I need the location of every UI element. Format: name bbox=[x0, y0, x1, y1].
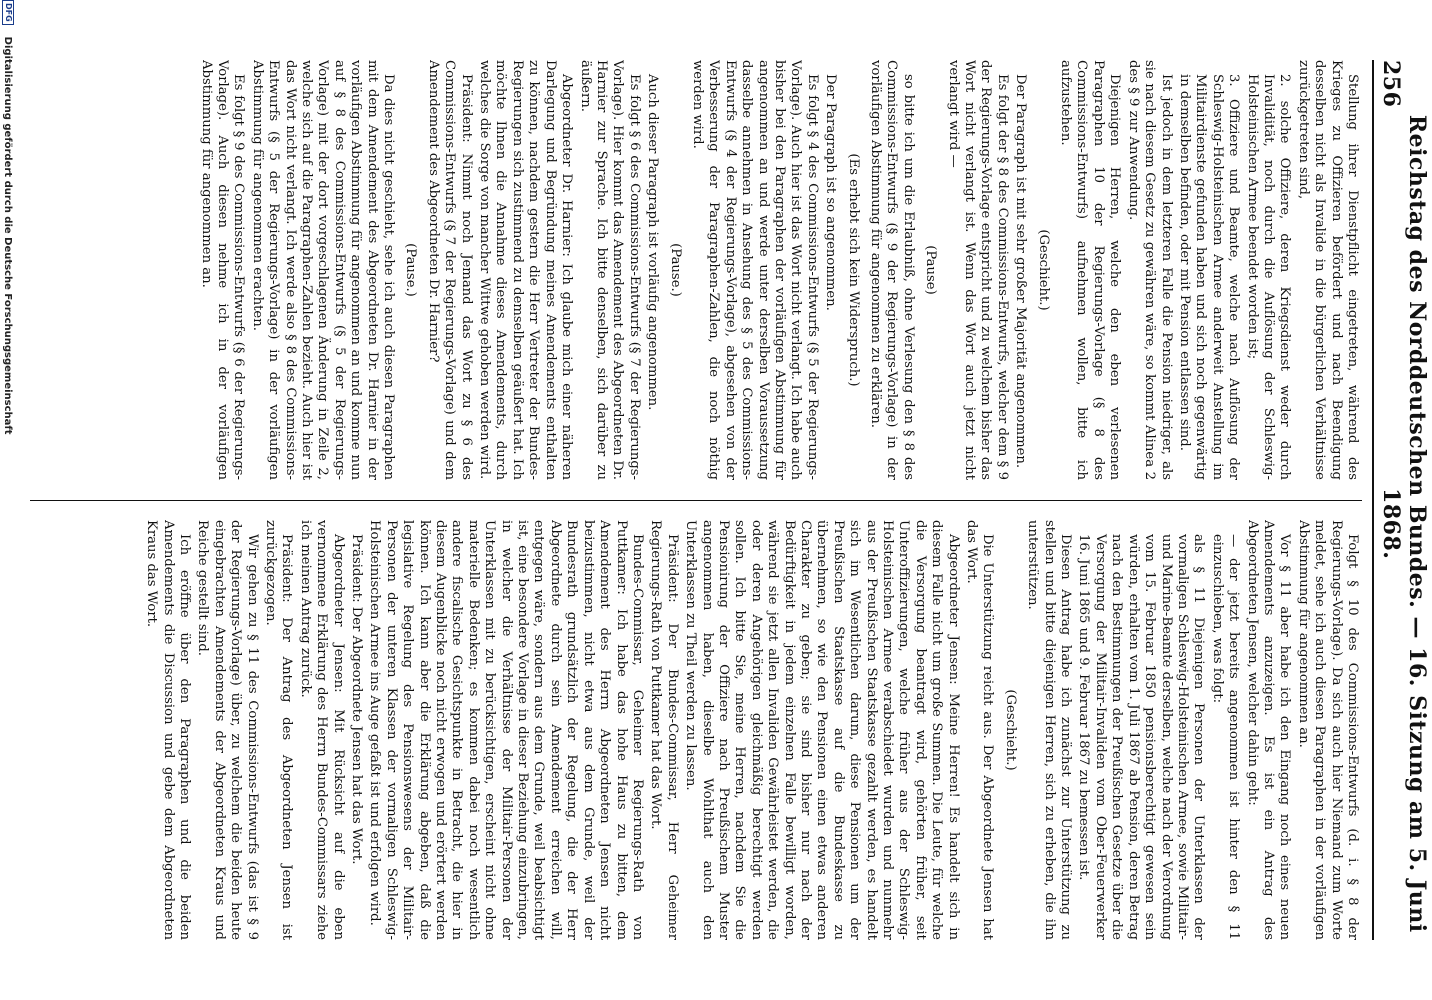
paragraph: als § 11 Diejenigen Personen der Unterklassen der vormaligen Schleswig-Holsteinischen Armee, sowie Militair- und Marine-Beamte derselben, welche nach der Verordnung vom 15. Februar 1850 pensionsberechtigt gewesen sein würden, erhalten vom 1. Juli 1867 ab Pension, deren Betrag nach den Bestimmungen der Preußischen Gesetze über die Versorgung der Militair-Invaliden vom Ober-Feuerwerker 16. Juni 1865 und 9. Februar 1867 zu bemessen ist. bbox=[1076, 534, 1207, 940]
paragraph: Vor § 11 aber habe ich den Eingang noch eines neuen Amendements anzuzeigen. Es ist ein Antrag des Abgeordneten Jensen, welcher dahin geht: bbox=[1244, 520, 1293, 940]
paragraph: Abgeordneter Jensen: Mit Rücksicht auf die eben vernommene Erklärung des Herrn Bundes-Commissars ziehe ich meinen Antrag zurück. bbox=[297, 520, 346, 940]
dfg-logo: DFG bbox=[2, 0, 14, 25]
paragraph: Auch dieser Paragraph ist vorläufig angenommen. bbox=[645, 74, 661, 411]
paragraph: Stellung ihrer Dienstpflicht eingetreten, während des Krieges zu Offizieren befördert und nach Beendigung desselben nicht als Invalide in die bürgerlichen Verhältnisse zurückgetreten sind, bbox=[1295, 60, 1360, 480]
paragraph: Abgeordneter Jensen: Meine Herren! Es handelt sich in diesem Falle nicht um große Summen. Die Leute, für welche die Versorgung beantragt wird, gehörten früher, seit Unteroffizierungen, welche früher aus der Schleswig-Holsteinischen Armee verabschiedet wurden und nunmehr aus der Preußischen Staatskasse gezahlt werden, es handelt sich im Wesentlichen darum, diese Pensionen um der Preußischen Staatskasse auf die Bundeskasse zu übernehmen, so wie den Pensionen einen etwas anderen Charakter zu geben; sie sind bisher nur nach der Bedürftigkeit in jedem einzelnen Falle bewilligt worden, während sie jetzt allen Invaliden Gewährleistet werden, die oder deren Angehörigen gleichmäßig berechtigt werden sollen. Ich bitte Sie, meine Herren, nachdem Sie die Pensionirung der Offiziere nach Preußischem Muster angenommen haben, dieselbe Wohlthat auch den Unterklassen zu Theil werden zu lassen. bbox=[683, 520, 961, 940]
left-column bbox=[18, 60, 1360, 480]
paragraph: Der Paragraph ist mit sehr großer Majorität angenommen. bbox=[1013, 74, 1029, 469]
paragraph: Es folgt der § 8 des Commissions-Entwurfs, welcher dem § 9 der Regierungs-Vorlage entspricht und zu welchem bisher das Wort nicht verlangt ist. Wenn das Wort auch jetzt nicht verlangt wird — bbox=[945, 60, 1010, 480]
stage-direction: (Pause.) bbox=[667, 243, 683, 297]
paragraph: Präsident: Nimmt noch Jemand das Wort zu § 6 des Commissions-Entwurfs (§ 7 der Regierungs-Vorlage) und dem Amendement des Abgeordneten Dr. Harnier? bbox=[425, 60, 474, 480]
paragraph: Ist jedoch in dem letzteren Falle die Pension niedriger, als sie nach diesem Gesetz zu gewähren wäre, so kommt Alinea 2 des § 9 zur Anwendung. bbox=[1125, 60, 1174, 480]
paragraph: Bundes-Commissar, Geheimer Regierungs-Rath von Puttkamer: Ich habe das hohe Haus zu bitten, dem Amendement des Herrn Abgeordneten Jensen nicht beizustimmen, nicht etwa aus dem Grunde, weil der Bundesrath grundsätzlich der Regelung, die der Herr Abgeordnete durch sein Amendement erreichen will, entgegen wäre, sondern aus dem Grunde, weil beabsichtigt ist, eine besondere Vorlage in dieser Beziehung einzubringen, in welcher die Verhältnisse der Militair-Personen der Unterklassen mit zu berücksichtigen, erscheint nicht ohne materielle Bedenken; es kommen dabei noch wesentlich andere fiscalische Gesichtspunkte in Betracht, die hier in diesem Augenblicke noch nicht erwogen und erörtert werden können. Ich kann aber die Erklärung abgeben, daß die legislative Regelung des Pensionswesens der Militair-Personen der unteren Klassen der vormaligen Schleswig-Holsteinischen Armee ins Auge gefaßt ist und erfolgen wird. bbox=[367, 520, 645, 940]
paragraph: Da dies nicht geschieht, sehe ich auch diesen Paragraphen mit dem Amendement des Abgeordneten Dr. Harnier in der vorläufigen Abstimmung für angenommen an und komme nun auf § 8 des Commissions-Entwurfs (§ 5 der Regierungs-Vorlage) mit der dort vorgeschlagenen Änderung in Zeile 2, welche sich auf die Paragraphen-Zahlen bezieht. Auch hier ist das Wort nicht verlangt. Ich werde also § 8 des Commissions-Entwurfs (§ 5 der Regierungs-Vorlage) in der vorläufigen Abstimmung für angenommen erachten. bbox=[249, 60, 397, 480]
paragraph: 2. solche Offiziere, deren Kriegsdienst weder durch Invalidität, noch durch die Auflösung der Schleswig-Holsteinischen Armee beendet worden ist; bbox=[1244, 74, 1293, 480]
paragraph: Präsident: Der Antrag des Abgeordneten Jensen ist zurückgezogen. bbox=[263, 520, 295, 940]
page-number: 256 bbox=[1378, 60, 1404, 108]
footer bbox=[0, 0, 16, 1000]
paragraph: Präsident: Der Abgeordnete Jensen hat das Wort. bbox=[349, 534, 365, 865]
paragraph: so bitte ich um die Erlaubniß, ohne Verlesung den § 8 des Commissions-Entwurfs (§ 9 der Regierungs-Vorlage) in der vorläufigen Abstimmung für angenommen zu erklären. bbox=[868, 60, 916, 480]
stage-direction: (Es erhebt sich kein Widerspruch.) bbox=[845, 153, 861, 387]
paragraph: Wir gehen zu § 11 des Commissions-Entwurfs (das ist § 9 der Regierungs-Vorlage) über, zu welchem die beiden heute eingebrachten Amendements der Abgeordneten Kraus und Reiche gestellt sind. bbox=[195, 520, 260, 940]
paragraph: Präsident: Der Bundes-Commissar, Herr Geheimer Regierungs-Rath von Puttkamer hat das Wort. bbox=[648, 520, 680, 940]
paragraph: Es folgt § 6 des Commissions-Entwurfs (§ 7 der Regierungs-Vorlage). Hier kommt das Amendement des Abgeordneten Dr. Harnier zur Sprache. Ich bitte denselben, sich darüber zu äußern. bbox=[577, 60, 642, 480]
paragraph: Es folgt § 9 des Commissions-Entwurfs (§ 6 der Regierungs-Vorlage). Auch diesen nehme ich in der vorläufigen Abstimmung für angenommen an. bbox=[198, 60, 247, 480]
paragraph: Der Paragraph ist so angenommen. bbox=[823, 74, 839, 311]
paragraph: Abgeordneter Dr. Harnier: Ich glaube mich einer näheren Darlegung und Begründung meines Amendements enthalten zu können, nachdem gestern die Herr Vertreter der Bundes-Regierungen sich zustimmend zu demselben geäußert hat. Ich möchte Ihnen die Annahme dieses Amendements, durch welches die Sorge von mancher Wittwe gehoben werden wird. bbox=[477, 60, 575, 480]
paragraph: Es folgt § 4 des Commissions-Entwurfs (§ 5 der Regierungs-Vorlage). Auch hier ist das Wort nicht verlangt. Ich habe auch bisher bei den Paragraphen der vorläufigen Abstimmung für angenommen an und werde unter derselben Voraussetzung dasselbe annehmen in Ansehung des § 5 des Commissions-Entwurfs (§ 4 der Regierungs-Vorlage), abgesehen von der Verbesserung der Paragraphen-Zahlen, die noch nöthig werden wird. bbox=[689, 60, 820, 480]
column-divider bbox=[30, 500, 1362, 501]
right-column bbox=[18, 520, 1360, 940]
paragraph: Diejenigen Herren, welche den eben verlesenen Paragraphen 10 der Regierungs-Vorlage (§ 8 des Commissions-Entwurfs) aufnehmen wollen, bitte ich aufzustehen. bbox=[1058, 60, 1123, 480]
stage-direction: (Pause.) bbox=[403, 243, 419, 297]
paragraph: 3. Offiziere und Beamte, welche nach Auflösung der Schleswig-Holsteinischen Armee anderweit Anstellung im Militairdienste gefunden haben und sich noch gegenwärtig in demselben befinden, oder mit Pension entlassen sind. bbox=[1176, 74, 1242, 480]
paragraph: Diesen Antrag habe ich zunächst zur Unterstützung zu stellen und bitte diejenigen Herren, sich zu erheben, die ihn unterstützen. bbox=[1025, 520, 1074, 940]
footer-text: Digitalisierung gefördert durch die Deutsche Forschungsgemeinschaft bbox=[2, 36, 14, 435]
paragraph: Die Unterstützung reicht aus. Der Abgeordnete Jensen hat das Wort. bbox=[964, 520, 996, 940]
paragraph: Folgt § 10 des Commissions-Entwurfs (d. i. § 8 der Regierungs-Vorlage). Da sich auch hier Niemand zum Worte meldet, sehe ich auch diesen Paragraphen in der vorläufigen Abstimmung für angenommen an. bbox=[1295, 520, 1360, 940]
page-header bbox=[1372, 60, 1430, 940]
stage-direction: (Pause) bbox=[923, 245, 939, 295]
paragraph: — der jetzt bereits angenommen ist hinter den § 11 einzuschieben, was folgt: bbox=[1209, 534, 1242, 940]
stage-direction: (Geschieht.) bbox=[1002, 689, 1018, 771]
paragraph: Ich eröffne über den Paragraphen und die beiden Amendements die Discussion und gebe dem Abgeordneten Kraus das Wort. bbox=[144, 520, 192, 940]
running-title: Reichstag des Norddeutschen Bundes. — 16. Sitzung am 5. Juni 1868. bbox=[1378, 114, 1430, 933]
stage-direction: (Geschieht.) bbox=[1035, 229, 1051, 311]
